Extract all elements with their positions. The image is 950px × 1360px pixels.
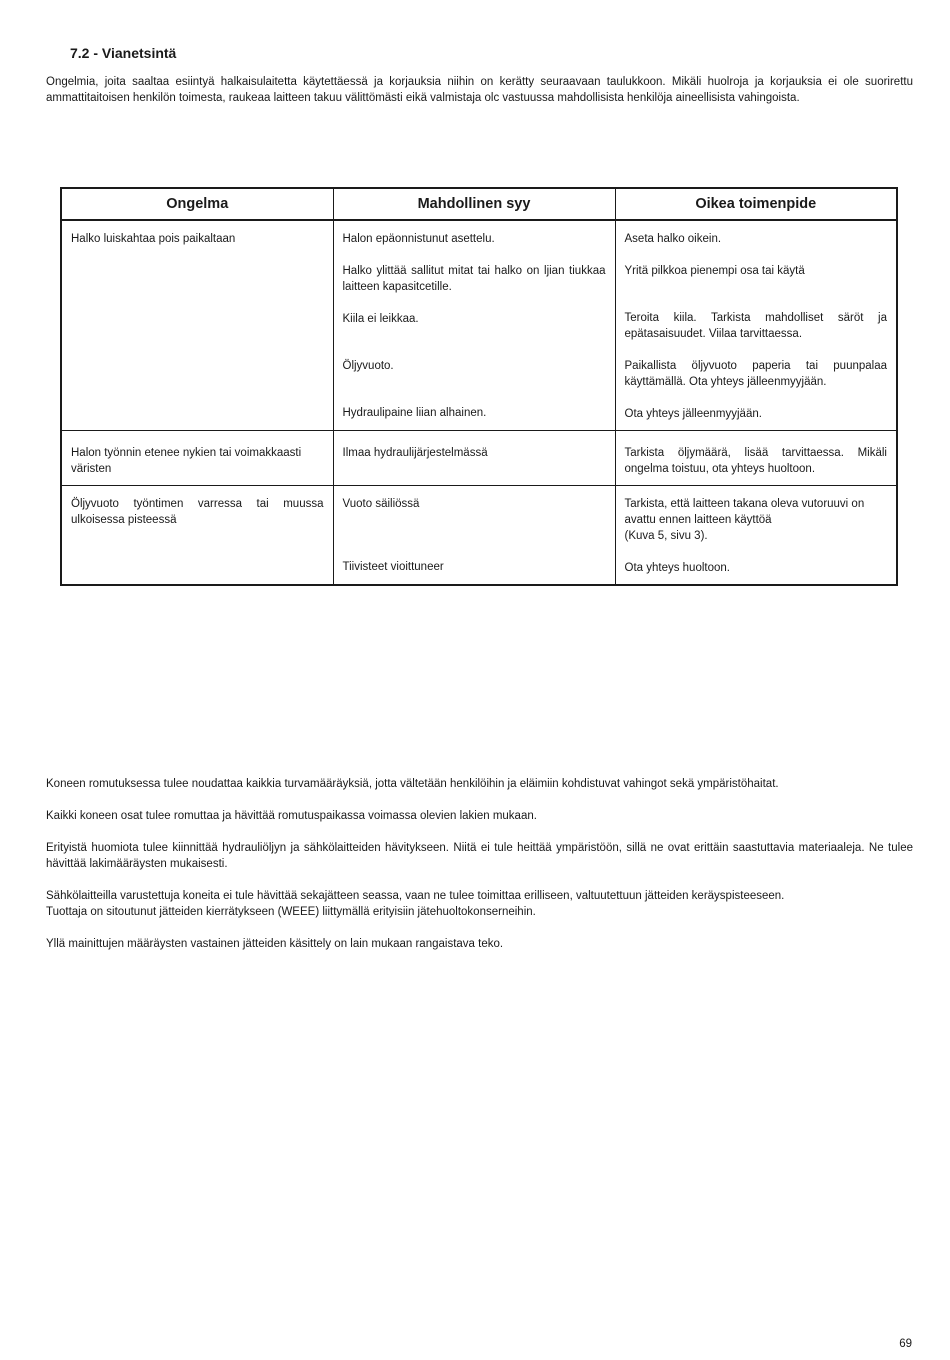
action-cell [615, 220, 896, 431]
action-text: Teroita kiila. Tarkista mahdolliset säröt ja epätasaisuudet. Viilaa tarvittaessa. [624, 312, 887, 340]
action-text: Tarkista, että laitteen takana oleva vutoruuvi on avattu ennen laitteen käyttöä [624, 498, 865, 526]
action-cell [615, 431, 896, 486]
cause-text: Öljyvuoto. [342, 360, 394, 372]
disposal-line: Sähkölaitteilla varustettuja koneita ei tule hävittää sekajätteen seassa, vaan ne tulee toimittaa erilliseen, valtuutettuun jätteiden keräyspisteeseen. [46, 890, 785, 902]
disposal-section [46, 776, 913, 968]
action-text: Tarkista öljymäärä, lisää tarvittaessa. Mikäli ongelma toistuu, ota yhteys huoltoon. [624, 447, 887, 475]
disposal-paragraph: Erityistä huomiota tulee kiinnittää hydrauliöljyn ja sähkölaitteiden hävitykseen. Niitä ei tule heittää ympäristöön, sillä ne ovat erittäin saastuttavia materiaaleja. Ne tulee hävittää lakimääräysten mukaisesti. [46, 842, 913, 870]
cause-text: Kiila ei leikkaa. [342, 313, 419, 325]
action-text: Ota yhteys jälleenmyyjään. [624, 408, 762, 420]
action-text: (Kuva 5, sivu 3). [624, 530, 708, 542]
header-cause: Mahdollinen syy [333, 189, 615, 220]
table-header-row [62, 189, 896, 220]
disposal-paragraph: Yllä mainittujen määräysten vastainen jätteiden käsittely on lain mukaan rangaistava teko. [46, 938, 504, 950]
cause-text: Tiivisteet vioittuneer [342, 561, 444, 573]
problem-text: Halon työnnin etenee nykien tai voimakkaasti väristen [71, 447, 302, 475]
section-heading: 7.2 - Vianetsintä [70, 45, 177, 61]
disposal-line: Tuottaja on sitoutunut jätteiden kierrätykseen (WEEE) liittymällä erityisiin jätehuoltokonserneihin. [46, 906, 536, 918]
cause-cell [333, 431, 615, 486]
header-action: Oikea toimenpide [615, 189, 896, 220]
disposal-paragraph: Koneen romutuksessa tulee noudattaa kaikkia turvamääräyksiä, jotta vältetään henkilöihin ja eläimiin kohdistuvat vahingot sekä ympäristöhaitat. [46, 778, 779, 790]
problem-cell [62, 486, 333, 585]
intro-paragraph: Ongelmia, joita saaltaa esiintyä halkaisulaitetta käytettäessä ja korjauksia niihin on kerätty seuraavaan taulukkoon. Mikäli huolroja ja korjauksia ei ole suorirettu ammattitaitoisen henkilön toimesta, raukeaa laitteen takuu välittömästi eikä valmistaja olc vastuussa mahdollisista henkilöja aineellisista vahingoista. [46, 76, 913, 104]
cause-cell [333, 220, 615, 431]
action-text: Aseta halko oikein. [624, 233, 722, 245]
disposal-paragraph: Kaikki koneen osat tulee romuttaa ja hävittää romutuspaikassa voimassa olevien lakien mukaan. [46, 810, 537, 822]
troubleshooting-table [60, 187, 898, 586]
action-text: Paikallista öljyvuoto paperia tai puunpalaa käyttämällä. Ota yhteys jälleenmyyjään. [624, 360, 887, 388]
problem-text: Halko luiskahtaa pois paikaltaan [71, 233, 236, 245]
problem-text: Öljyvuoto työntimen varressa tai muussa ulkoisessa pisteessä [71, 498, 324, 526]
action-cell [615, 486, 896, 585]
header-problem: Ongelma [62, 189, 333, 220]
disposal-paragraph [46, 888, 913, 920]
cause-cell [333, 486, 615, 585]
cause-text: Vuoto säiliössä [342, 498, 420, 510]
action-text: Yritä pilkkoa pienempi osa tai käytä [624, 265, 805, 277]
cause-text: Ilmaa hydraulijärjestelmässä [342, 447, 488, 459]
table-row [62, 431, 896, 486]
cause-text: Hydraulipaine liian alhainen. [342, 407, 487, 419]
problem-cell [62, 431, 333, 486]
table-row [62, 220, 896, 431]
cause-text: Halon epäonnistunut asettelu. [342, 233, 495, 245]
problem-cell [62, 220, 333, 431]
page-number: 69 [899, 1338, 912, 1350]
table-row [62, 486, 896, 585]
cause-text: Halko ylittää sallitut mitat tai halko on ljian tiukkaa laitteen kapasitcetille. [342, 265, 606, 293]
action-text: Ota yhteys huoltoon. [624, 562, 730, 574]
